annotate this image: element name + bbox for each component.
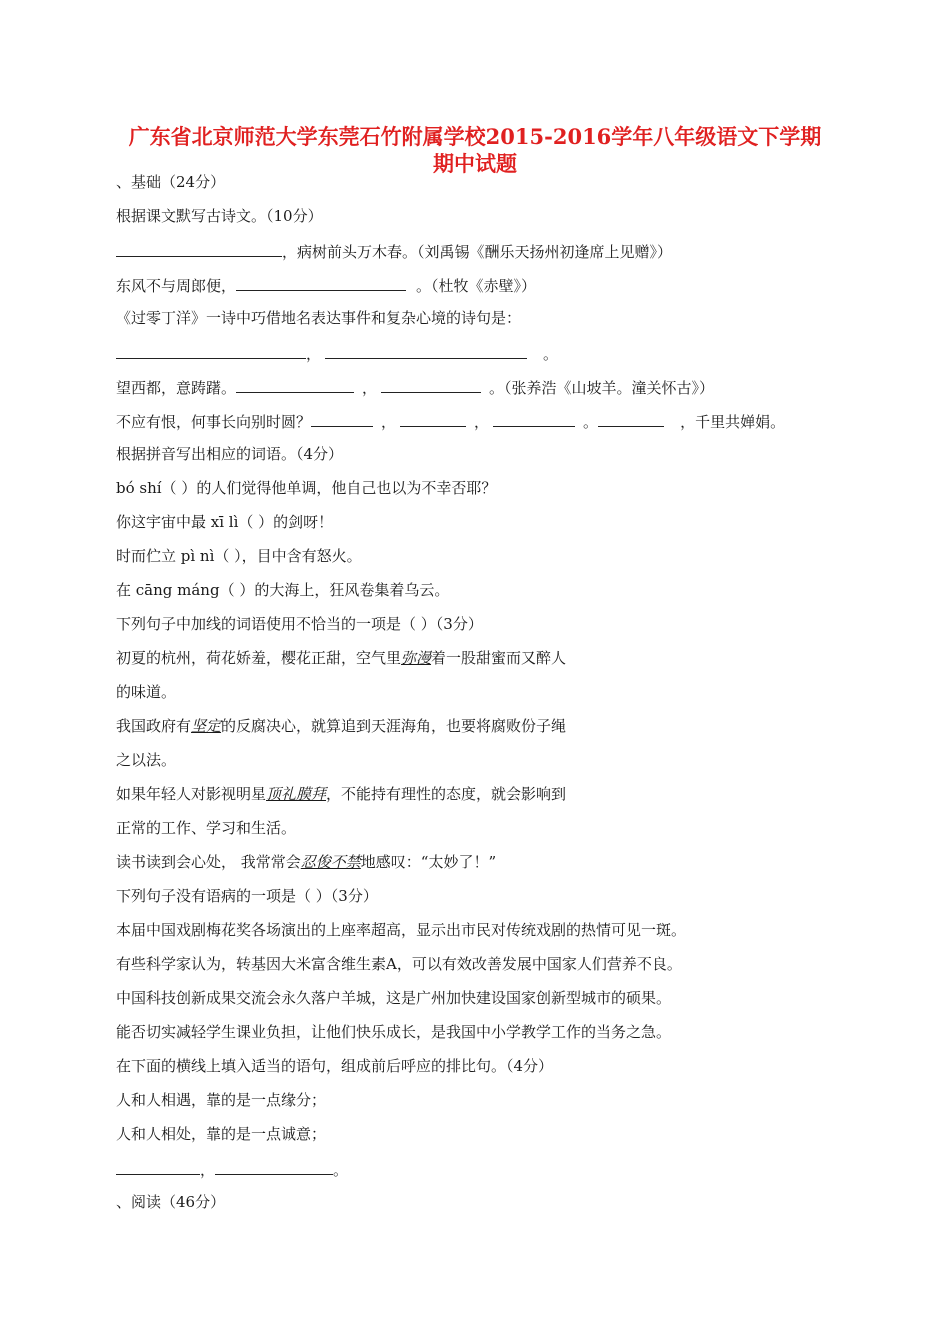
question-line: 时而伫立 pì nì（ ），目中含有怒火。 xyxy=(116,547,362,565)
option-line: 有些科学家认为，转基因大米富含维生素A，可以有效改善发展中国家人们营养不良。 xyxy=(116,955,682,973)
question-line: 人和人相遇，靠的是一点缘分； xyxy=(116,1091,327,1109)
question-line: ， 。 xyxy=(116,342,558,364)
option-line: 之以法。 xyxy=(116,751,177,769)
underlined-word: 顶礼膜拜 xyxy=(266,785,327,803)
option-line: 的味道。 xyxy=(116,683,177,701)
answer-blank[interactable] xyxy=(116,1158,200,1175)
option-line: 读书读到会心处， 我常常会忍俊不禁地感叹：“太妙了！” xyxy=(116,853,497,871)
answer-blank[interactable] xyxy=(381,376,481,393)
question-line: 望西都，意踌躇。 ， 。（张养浩《山坡羊。潼关怀古》） xyxy=(116,376,714,398)
option-line: 如果年轻人对影视明星顶礼膜拜，不能持有理性的态度，就会影响到 xyxy=(116,785,567,803)
answer-blank[interactable] xyxy=(236,376,354,393)
option-line: 中国科技创新成果交流会永久落户羊城，这是广州加快建设国家创新型城市的硕果。 xyxy=(116,989,672,1007)
option-line: 能否切实减轻学生课业负担，让他们快乐成长，是我国中小学教学工作的当务之急。 xyxy=(116,1023,672,1041)
underlined-word: 忍俊不禁 xyxy=(300,853,361,871)
answer-blank[interactable] xyxy=(116,342,306,359)
underlined-word: 弥漫 xyxy=(401,649,432,667)
question-heading: 下列句子中加线的词语使用不恰当的一项是（ ）（3分） xyxy=(116,615,483,633)
answer-blank[interactable] xyxy=(236,274,406,291)
answer-blank[interactable] xyxy=(325,342,527,359)
section-heading-reading: 、阅读（46分） xyxy=(116,1193,226,1211)
question-heading: 下列句子没有语病的一项是（ ）（3分） xyxy=(116,887,378,905)
question-line: 人和人相处，靠的是一点诚意； xyxy=(116,1125,327,1143)
question-line: ，病树前头万木春。（刘禹锡《酬乐天扬州初逢席上见赠》） xyxy=(116,240,672,262)
answer-blank[interactable] xyxy=(493,410,575,427)
question-line: 你这宇宙中最 xī lì（ ）的剑呀！ xyxy=(116,513,334,531)
section-heading-basics: 、基础（24分） xyxy=(116,173,226,191)
answer-blank[interactable] xyxy=(311,410,373,427)
question-line: bó shí（ ）的人们觉得他单调，他自己也以为不幸否耶？ xyxy=(116,479,497,497)
page-title-continued: 期中试题 xyxy=(433,151,517,176)
answer-blank[interactable] xyxy=(215,1158,333,1175)
answer-blank[interactable] xyxy=(400,410,466,427)
underlined-word: 坚定 xyxy=(191,717,222,735)
option-line: 正常的工作、学习和生活。 xyxy=(116,819,297,837)
page-title: 广东省北京师范大学东莞石竹附属学校2015-2016学年八年级语文下学期 xyxy=(128,124,822,149)
option-line: 初夏的杭州，荷花娇羞，樱花正甜，空气里弥漫着一股甜蜜而又醉人 xyxy=(116,649,567,667)
question-heading: 根据拼音写出相应的词语。（4分） xyxy=(116,445,344,463)
question-line: 在 cāng máng（ ）的大海上，狂风卷集着乌云。 xyxy=(116,581,450,599)
option-line: 我国政府有坚定的反腐决心，就算追到天涯海角，也要将腐败份子绳 xyxy=(116,717,567,735)
answer-blank[interactable] xyxy=(598,410,664,427)
question-heading: 在下面的横线上填入适当的语句，组成前后呼应的排比句。（4分） xyxy=(116,1057,554,1075)
question-heading: 根据课文默写古诗文。（10分） xyxy=(116,207,323,225)
option-line: 本届中国戏剧梅花奖各场演出的上座率超高，显示出市民对传统戏剧的热情可见一斑。 xyxy=(116,921,687,939)
answer-blank[interactable] xyxy=(116,240,282,257)
question-line: 不应有恨，何事长向别时圆？ ， ， 。 ，千里共婵娟。 xyxy=(116,410,785,432)
question-line: 东风不与周郎便， 。（杜牧《赤壁》） xyxy=(116,274,536,296)
question-line: ， 。 xyxy=(116,1158,348,1180)
question-line: 《过零丁洋》一诗中巧借地名表达事件和复杂心境的诗句是： xyxy=(116,309,522,327)
